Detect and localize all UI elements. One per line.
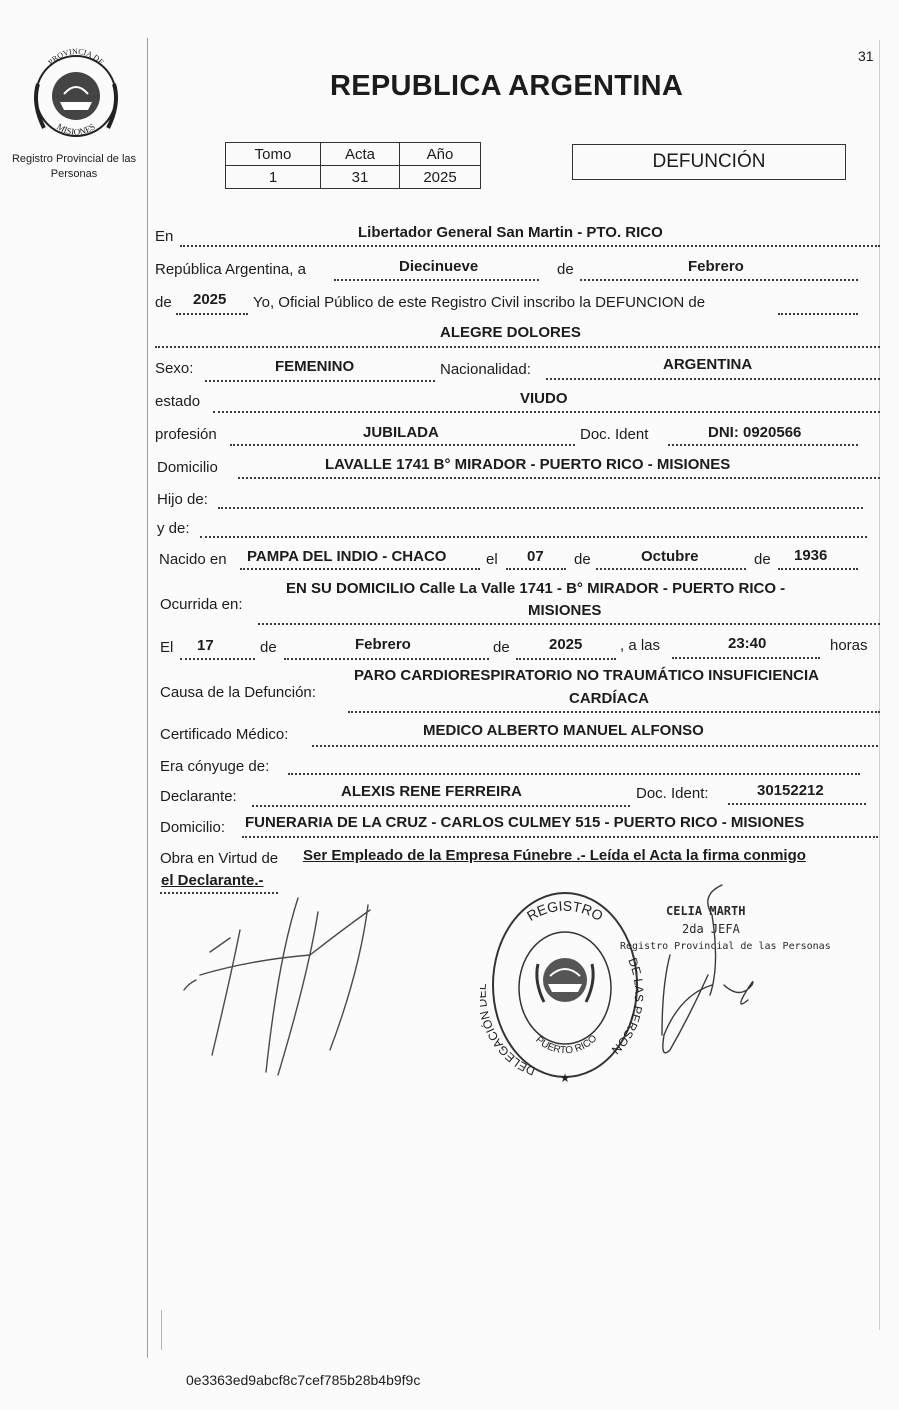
de-label: de xyxy=(557,261,574,278)
death-month: Febrero xyxy=(355,636,411,653)
dotted-line xyxy=(213,411,880,413)
document-hash: 0e3363ed9abcf8c7cef785b28b4b9f9c xyxy=(186,1372,421,1388)
dotted-line xyxy=(668,444,858,446)
record-type-box xyxy=(572,144,846,180)
dotted-line xyxy=(258,623,880,625)
el-label: El xyxy=(160,639,174,656)
de-label: de xyxy=(754,551,771,568)
doc-value: DNI: 0920566 xyxy=(708,424,802,441)
signatory-name: CELIA MARTH xyxy=(666,904,746,918)
seal-top-text: PROVINCIA DE xyxy=(46,46,106,67)
value-anio: 2025 xyxy=(400,166,481,189)
header-anio: Año xyxy=(400,143,481,166)
dotted-line xyxy=(238,477,880,479)
svg-text:DELEGACIÓN DEL xyxy=(480,983,537,1079)
stamp-top-text: REGISTRO xyxy=(523,897,606,924)
value-tomo: 1 xyxy=(226,166,321,189)
nacionalidad-value: ARGENTINA xyxy=(663,356,753,373)
dotted-line xyxy=(672,657,820,659)
birth-year: 1936 xyxy=(794,547,828,564)
domicilio-value: LAVALLE 1741 B° MIRADOR - PUERTO RICO - MISIONES xyxy=(325,456,731,473)
death-year: 2025 xyxy=(549,636,583,653)
day-words: Diecinueve xyxy=(399,258,479,275)
declarante-value: ALEXIS RENE FERREIRA xyxy=(341,783,522,800)
dotted-line xyxy=(218,507,863,509)
dotted-line xyxy=(778,568,858,570)
header-acta: Acta xyxy=(321,143,400,166)
horas-label: horas xyxy=(830,637,868,654)
doc-label: Doc. Ident xyxy=(580,426,649,443)
birth-month: Octubre xyxy=(641,548,699,565)
dotted-line xyxy=(580,279,858,281)
stamp-left-text: DELEGACIÓ xyxy=(480,1017,538,1079)
year-value: 2025 xyxy=(193,291,227,308)
stamp-star: ★ xyxy=(559,1071,571,1085)
republica-label: República Argentina, a xyxy=(155,261,306,278)
delegation-stamp xyxy=(480,880,650,1090)
header-tomo: Tomo xyxy=(226,143,321,166)
stamp-right-text: DE LAS PERSON xyxy=(608,955,647,1058)
certificado-label: Certificado Médico: xyxy=(160,726,289,743)
record-header-row xyxy=(226,143,481,166)
place-of-death-line1: EN SU DOMICILIO Calle La Valle 1741 - B° MIRADOR - PUERTO RICO - xyxy=(286,580,786,597)
dotted-line xyxy=(506,568,566,570)
dotted-line xyxy=(348,711,880,713)
right-border xyxy=(879,40,880,1330)
obra-line2: el Declarante.- xyxy=(161,872,264,889)
de-label: de xyxy=(493,639,510,656)
place-value: Libertador General San Martin - PTO. RICO xyxy=(358,224,663,241)
de-label: de xyxy=(260,639,277,656)
obra-label: Obra en Virtud de xyxy=(160,850,279,867)
dotted-line xyxy=(205,380,435,382)
decl-doc-value: 30152212 xyxy=(757,782,824,799)
dotted-line xyxy=(242,836,878,838)
estado-label: estado xyxy=(155,393,201,410)
dotted-line xyxy=(180,245,880,247)
decl-dom-value: FUNERARIA DE LA CRUZ - CARLOS CULMEY 515 - PUERTO RICO - MISIONES xyxy=(245,814,805,831)
en-label: En xyxy=(155,228,174,245)
certificado-value: MEDICO ALBERTO MANUEL ALFONSO xyxy=(423,722,704,739)
record-type: DEFUNCIÓN xyxy=(652,151,766,172)
dotted-line xyxy=(288,773,860,775)
dotted-line xyxy=(200,536,867,538)
decl-dom-label: Domicilio: xyxy=(160,819,226,836)
dotted-line xyxy=(778,313,858,315)
month-words: Febrero xyxy=(688,258,744,275)
margin-line-lower xyxy=(161,1310,162,1350)
causa-label: Causa de la Defunción: xyxy=(160,684,316,701)
svg-text:MISIONES xyxy=(55,121,97,137)
yde-label: y de: xyxy=(157,520,190,537)
estado-value: VIUDO xyxy=(520,390,568,407)
dotted-line xyxy=(546,378,880,380)
birth-place: PAMPA DEL INDIO - CHACO xyxy=(247,548,447,565)
sexo-label: Sexo: xyxy=(155,360,194,377)
page-number: 31 xyxy=(858,48,874,64)
signatory-office: Registro Provincial de las Personas xyxy=(620,941,831,952)
dotted-line xyxy=(176,313,248,315)
de-label: de xyxy=(155,294,172,311)
hijo-label: Hijo de: xyxy=(157,491,208,508)
dotted-line xyxy=(155,346,880,348)
dotted-line xyxy=(252,805,630,807)
dotted-line xyxy=(180,658,255,660)
provincial-seal xyxy=(30,44,122,144)
dotted-line xyxy=(284,658,489,660)
record-value-row xyxy=(226,166,481,189)
domicilio-label: Domicilio xyxy=(157,459,218,476)
declarant-signature xyxy=(170,880,390,1080)
death-time: 23:40 xyxy=(728,635,767,652)
decl-doc-label: Doc. Ident: xyxy=(636,785,709,802)
obra-line1: Ser Empleado de la Empresa Fúnebre .- Leída el Acta la firma conmigo xyxy=(303,847,806,864)
dotted-line xyxy=(240,568,480,570)
de-label: de xyxy=(574,551,591,568)
cause-line2: CARDÍACA xyxy=(569,690,649,707)
value-acta: 31 xyxy=(321,166,400,189)
dotted-line xyxy=(728,803,866,805)
nacido-label: Nacido en xyxy=(159,551,227,568)
document-title: REPUBLICA ARGENTINA xyxy=(330,70,684,102)
official-signature xyxy=(640,875,780,1065)
signatory-role: 2da JEFA xyxy=(682,922,740,936)
margin-line xyxy=(147,38,148,1358)
place-of-death-line2: MISIONES xyxy=(528,602,602,619)
dotted-line xyxy=(230,444,575,446)
alas-label: , a las xyxy=(620,637,661,654)
death-day: 17 xyxy=(197,637,214,654)
el-label: el xyxy=(486,551,498,568)
ocurrida-label: Ocurrida en: xyxy=(160,596,243,613)
dotted-line xyxy=(516,658,616,660)
dotted-line xyxy=(312,745,878,747)
profesion-value: JUBILADA xyxy=(363,424,439,441)
dotted-line xyxy=(334,279,539,281)
seal-bottom-text: MISIONES xyxy=(55,121,97,137)
stamp-bottom-text: PUERTO RICO xyxy=(533,1033,600,1057)
deceased-name: ALEGRE DOLORES xyxy=(440,324,581,341)
profesion-label: profesión xyxy=(155,426,217,443)
birth-day: 07 xyxy=(527,548,544,565)
registry-label: Registro Provincial de las Personas xyxy=(11,153,137,180)
inscribo-text: Yo, Oficial Público de este Registro Civil inscribo la DEFUNCION de xyxy=(253,294,706,311)
dotted-line xyxy=(596,568,746,570)
declarante-label: Declarante: xyxy=(160,788,237,805)
nacionalidad-label: Nacionalidad: xyxy=(440,361,531,378)
conyuge-label: Era cónyuge de: xyxy=(160,758,270,775)
record-table xyxy=(225,142,481,189)
sexo-value: FEMENINO xyxy=(275,358,355,375)
cause-line1: PARO CARDIORESPIRATORIO NO TRAUMÁTICO INSUFICIENCIA xyxy=(354,667,820,684)
